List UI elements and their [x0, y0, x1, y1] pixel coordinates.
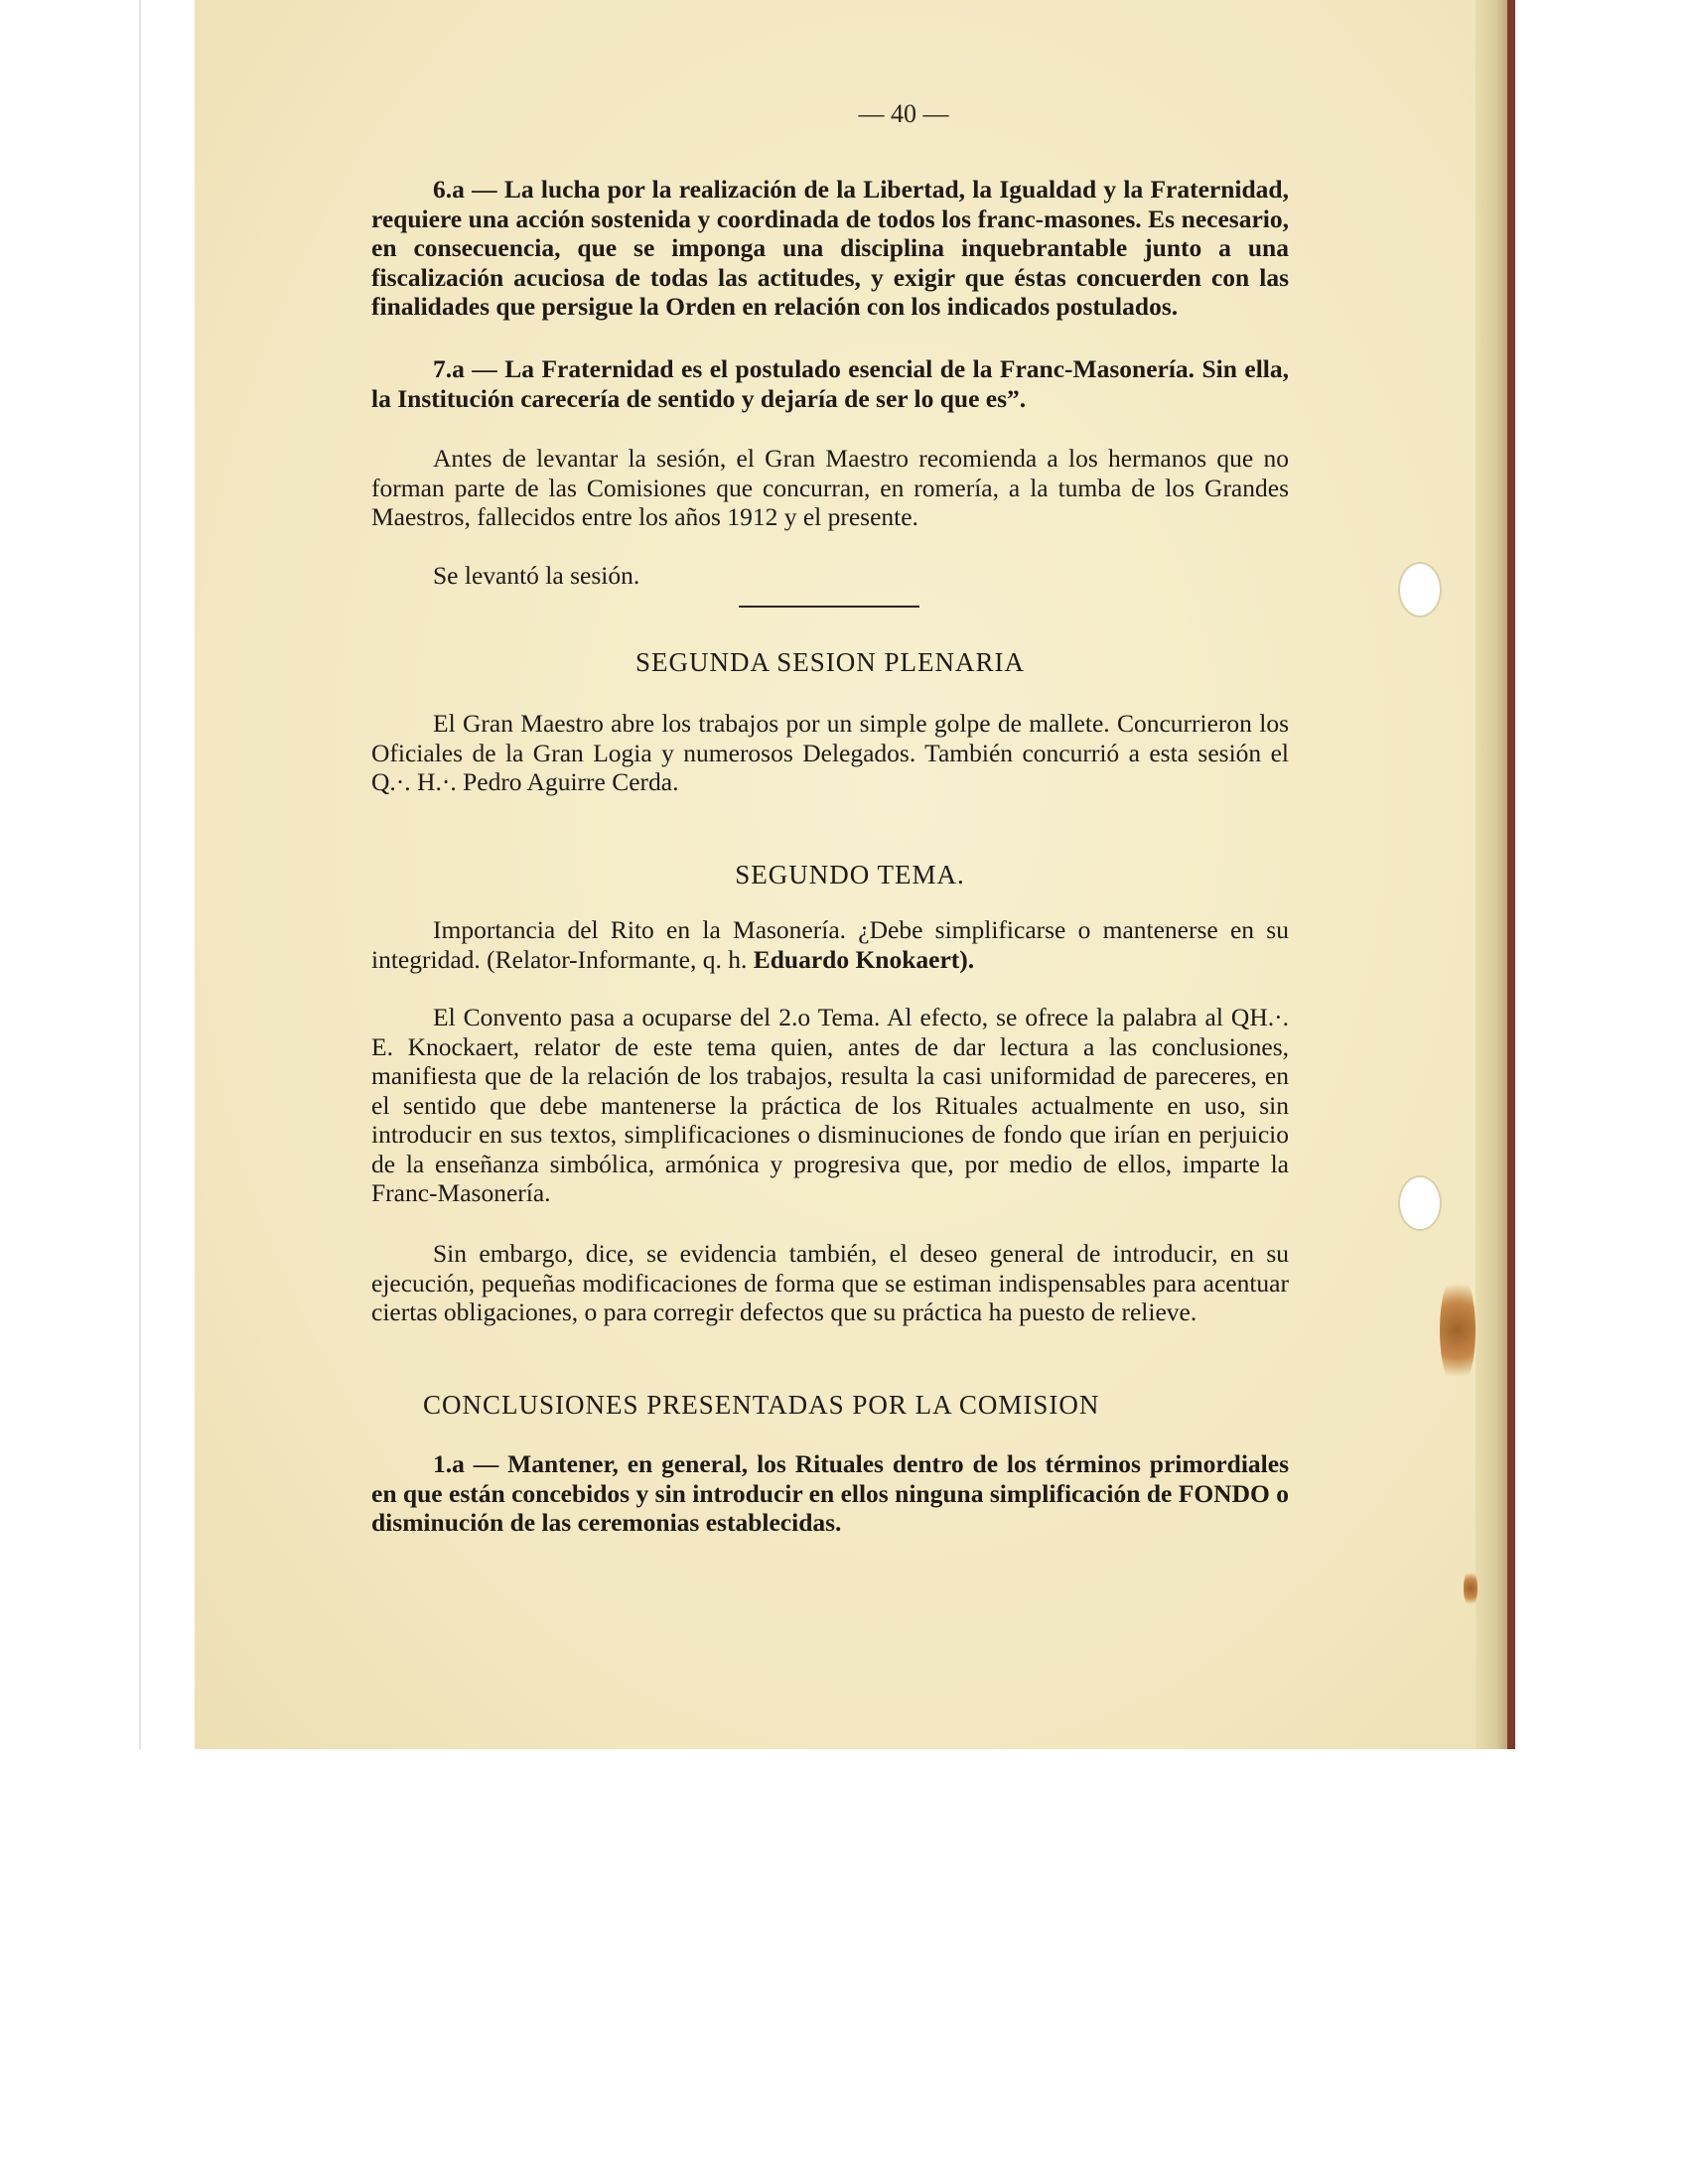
- paragraph-convento: [371, 1003, 1289, 1208]
- punch-hole: [1398, 562, 1442, 617]
- paragraph-sin-embargo: [371, 1239, 1289, 1327]
- point-7-text: 7.a — La Fraternidad es el postulado esencial de la Franc-Masonería. Sin ella, la Institución carecería de sentido y dejaría de ser lo que es”.: [371, 354, 1289, 413]
- paragraph-levanto: [371, 561, 1289, 591]
- page-number: — 40 —: [858, 99, 949, 128]
- antes-text: Antes de levantar la sesión, el Gran Maestro recomienda a los hermanos que no forman parte de las Comisiones que concurran, en romería, a la tumba de los Grandes Maestros, fallecidos entre los años 1912 y el presente.: [371, 444, 1289, 531]
- rust-stain: [1464, 1569, 1477, 1608]
- paragraph-antes: [371, 444, 1289, 532]
- heading-conclusiones: CONCLUSIONES PRESENTADAS POR LA COMISION: [423, 1390, 1100, 1420]
- rust-stain: [1440, 1271, 1476, 1390]
- gran-maestro-text: El Gran Maestro abre los trabajos por un simple golpe de mallete. Concurrieron los Oficiales de la Gran Logia y numerosos Delegados. También concurrió a esta sesión el Q.·. H.·. Pedro Aguirre Cerda.: [371, 709, 1289, 796]
- punch-hole: [1398, 1175, 1442, 1231]
- convento-text: El Convento pasa a ocuparse del 2.o Tema. Al efecto, se ofrece la palabra al QH.·. E. Knockaert, relator de este tema quien, antes de dar lectura a las conclusiones, manifiesta que de la relación de los trabajos, resulta la casi uniformidad de pareceres, en el sentido que debe mantenerse la práctica de los Rituales actualmente en uso, sin introducir en sus textos, simplificaciones o disminuciones de fondo que irían en perjuicio de la enseñanza simbólica, armónica y progresiva que, por medio de ellos, imparte la Franc-Masonería.: [371, 1003, 1289, 1207]
- conclusion-1-text: 1.a — Mantener, en general, los Rituales dentro de los términos primordiales en que están concebidos y sin introducir en ellos ninguna simplificación de FONDO o disminución de las ceremonias establecidas.: [371, 1449, 1289, 1537]
- paragraph-point-6: [371, 175, 1289, 322]
- paragraph-conclusion-1: [371, 1449, 1289, 1538]
- point-6-text: 6.a — La lucha por la realización de la Libertad, la Igualdad y la Fraternidad, requiere una acción sostenida y coordinada de todos los franc-masones. Es necesario, en consecuencia, que se imponga una disciplina inquebrantable junto a una fiscalización acuciosa de todas las actitudes, y exigir que éstas concuerden con las finalidades que persigue la Orden en relación con los indicados postulados.: [371, 175, 1289, 321]
- paragraph-point-7: [371, 354, 1289, 413]
- paragraph-gran-maestro: [371, 709, 1289, 797]
- relator-name: Eduardo Knokaert).: [753, 944, 975, 974]
- page-right-edge: [1476, 0, 1511, 1749]
- scan-left-edge: [139, 0, 141, 1749]
- sin-embargo-text: Sin embargo, dice, se evidencia también, el deseo general de introducir, en su ejecución, pequeñas modificaciones de forma que se estiman indispensables para acentuar ciertas obligaciones, o para corregir defectos que su práctica ha puesto de relieve.: [371, 1239, 1289, 1326]
- importancia-body: Importancia del Rito en la Masonería. ¿Debe simplificarse o mantenerse en su integridad. (Relator-Informante, q. h.: [371, 915, 1289, 974]
- heading-segundo-tema: SEGUNDO TEMA.: [735, 860, 965, 889]
- levanto-text: Se levantó la sesión.: [433, 561, 640, 590]
- paragraph-importancia: [371, 915, 1289, 974]
- heading-segunda-sesion: SEGUNDA SESION PLENARIA: [634, 647, 1026, 677]
- section-divider: [739, 606, 919, 608]
- binding-edge: [1507, 0, 1515, 1749]
- importancia-text: [371, 915, 1289, 974]
